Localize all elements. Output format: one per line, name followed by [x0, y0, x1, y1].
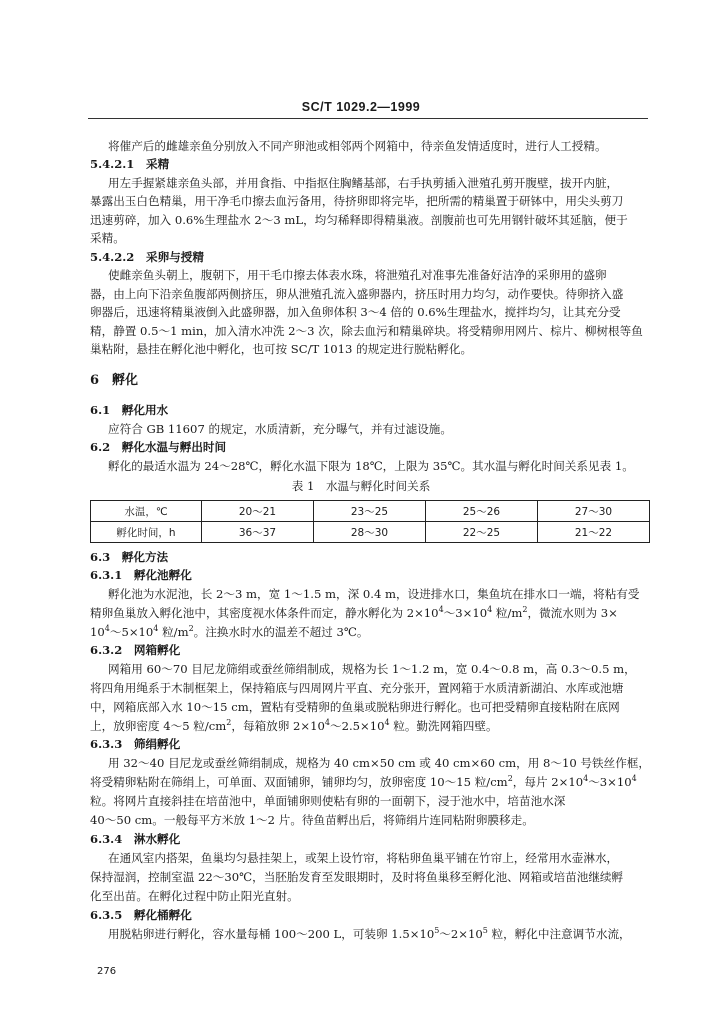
- paragraph-line: 暴露出玉白色精巢，用干净毛巾擦去血污备用，待挤卵即将完毕，把所需的精巢置于研钵中，用尖头剪刀: [90, 194, 624, 208]
- section-heading-6-3: 6.3 孵化方法: [90, 550, 169, 564]
- table-cell: 22～25: [426, 522, 538, 543]
- paragraph-line: 粒。将网片直接斜挂在培苗池中，单面铺卵则使粘有卵的一面朝下，浸于池水中，培苗池水深: [90, 794, 566, 808]
- page-header: SC/T 1029.2—1999: [301, 100, 421, 114]
- table-row-label: 孵化时间，h: [91, 522, 202, 543]
- paragraph-line: 将四角用绳系于木制框架上，保持箱底与四周网片平直、充分张开，置网箱于水质清新湖泊、水库或池塘: [90, 681, 624, 695]
- section-heading-5-4-2-2: 5.4.2.2 采卵与授精: [90, 250, 204, 264]
- table-cell: 23～25: [314, 501, 426, 522]
- section-heading-6-3-4: 6.3.4 淋水孵化: [90, 832, 181, 846]
- table-row-label: 水温，℃: [91, 501, 202, 522]
- section-heading-6-3-3: 6.3.3 筛绢孵化: [90, 737, 181, 751]
- paragraph-line: 保持湿润，控制室温 22～30℃，当胚胎发育至发眼期时，及时将鱼巢移至孵化池、网箱或培苗池继续孵: [90, 870, 624, 884]
- paragraph-line: 孵化的最适水温为 24～28℃，孵化水温下限为 18℃，上限为 35℃。其水温与孵化时间关系见表 1。: [108, 459, 634, 473]
- paragraph-line: 精，静置 0.5～1 min，加入清水冲洗 2～3 次，除去血污和精巢碎块。将受精卵用网片、棕片、柳树根等鱼: [90, 324, 643, 338]
- paragraph-line: 用 32～40 目尼龙或蚕丝筛绢制成，规格为 40 cm×50 cm 或 40 cm×60 cm，用 8～10 号铁丝作框，: [108, 756, 650, 770]
- table-caption: 表 1 水温与孵化时间关系: [291, 479, 431, 493]
- temperature-time-table: [90, 500, 650, 543]
- table-cell: 20～21: [202, 501, 314, 522]
- table-cell: 21～22: [538, 522, 650, 543]
- paragraph-line: 用脱粘卵进行孵化，容水量每桶 100～200 L，可装卵 $1.5\times 10^5\sim 2\times 10^5$ 粒，孵化中注意调节水流，: [108, 926, 631, 941]
- paragraph-line: 卵器后，迅速将精巢液倒入此盛卵器，加入鱼卵体积 3～4 倍的 0.6%生理盐水，搅拌均匀，让其充分受: [90, 305, 621, 319]
- paragraph-line: 精卵鱼巢放入孵化池中，其密度视水体条件而定，静水孵化为 $2\times 10^4\sim 3\times 10^4$ 粒$/m^2$，微流水则为 3×: [90, 605, 618, 620]
- paragraph-line: 40～50 cm。一般每平方米放 1～2 片。待鱼苗孵出后，将筛绢片连同粘附卵膜移走。: [90, 813, 534, 827]
- paragraph-line: 用左手握紧雄亲鱼头部，并用食指、中指抠住胸鳍基部，右手执剪插入泄殖孔剪开腹壁，拔开内脏，: [108, 176, 619, 190]
- table-cell: 27～30: [538, 501, 650, 522]
- paragraph-line: 使雌亲鱼头朝上，腹朝下，用干毛巾擦去体表水珠，将泄殖孔对准事先准备好洁净的采卵用的盛卵: [108, 268, 607, 282]
- paragraph-line: 化至出苗。在孵化过程中防止阳光直射。: [90, 889, 299, 903]
- section-heading-6-3-5: 6.3.5 孵化桶孵化: [90, 908, 192, 922]
- paragraph-line: 将催产后的雌雄亲鱼分别放入不同产卵池或相邻两个网箱中，待亲鱼发情适度时，进行人工授精。: [108, 139, 607, 153]
- table-row: [91, 522, 650, 543]
- section-heading-6-1: 6.1 孵化用水: [90, 403, 169, 417]
- paragraph-line: 器，由上向下沿亲鱼腹部两侧挤压，卵从泄殖孔流入盛卵器内，挤压时用力均匀，动作要快。待卵挤入盛: [90, 287, 624, 301]
- paragraph-line: 网箱用 60～70 目尼龙筛绢或蚕丝筛绢制成，规格为长 1～1.2 m，宽 0.4～0.8 m，高 0.3～0.5 m，: [108, 662, 636, 676]
- paragraph-line: 上，放卵密度 4～5 粒$/cm^2$，每箱放卵 $2\times 10^4\sim 2.5\times 10^4$ 粒。勤洗网箱四壁。: [90, 718, 498, 733]
- paragraph-line: 孵化池为水泥池，长 2～3 m，宽 1～1.5 m，深 0.4 m，设进排水口，集鱼坑在排水口一端，将粘有受: [108, 587, 640, 601]
- paragraph-line: 中，网箱底部入水 10～15 cm，置粘有受精卵的鱼巢或脱粘卵进行孵化。也可把受精卵直接粘附在底网: [90, 700, 620, 714]
- paragraph-line: 在通风室内搭架，鱼巢均匀悬挂架上，或架上设竹帘，将粘卵鱼巢平铺在竹帘上，经常用水壶淋水，: [108, 851, 619, 865]
- section-heading-6-2: 6.2 孵化水温与孵出时间: [90, 440, 227, 454]
- paragraph-line: 迅速剪碎，加入 0.6%生理盐水 2～3 mL，均匀稀释即得精巢液。剖腹前也可先用钢针破坏其延脑，便于: [90, 213, 628, 227]
- page-number: 276: [97, 966, 117, 977]
- section-heading-6-3-2: 6.3.2 网箱孵化: [90, 643, 181, 657]
- paragraph-line: $10^4\sim 5\times 10^4$ 粒$/m^2$。注换水时水的温差不超过 3℃。: [90, 624, 369, 639]
- header-rule: [88, 118, 648, 119]
- section-heading-5-4-2-1: 5.4.2.1 采精: [90, 157, 170, 171]
- table-row: [91, 501, 650, 522]
- paragraph-line: 采精。: [90, 231, 125, 245]
- section-heading-6: 6 孵化: [90, 373, 139, 388]
- section-heading-6-3-1: 6.3.1 孵化池孵化: [90, 568, 192, 582]
- paragraph-line: 巢粘附，悬挂在孵化池中孵化，也可按 SC/T 1013 的规定进行脱粘孵化。: [90, 342, 473, 356]
- table-cell: 25～26: [426, 501, 538, 522]
- table-cell: 28～30: [314, 522, 426, 543]
- paragraph-line: 将受精卵粘附在筛绢上，可单面、双面铺卵，铺卵均匀，放卵密度 10～15 粒$/cm^2$，每片 $2\times 10^4\sim 3\times 10^4$: [90, 774, 637, 789]
- table-cell: 36～37: [202, 522, 314, 543]
- paragraph-line: 应符合 GB 11607 的规定，水质清新，充分曝气，并有过滤设施。: [108, 422, 452, 436]
